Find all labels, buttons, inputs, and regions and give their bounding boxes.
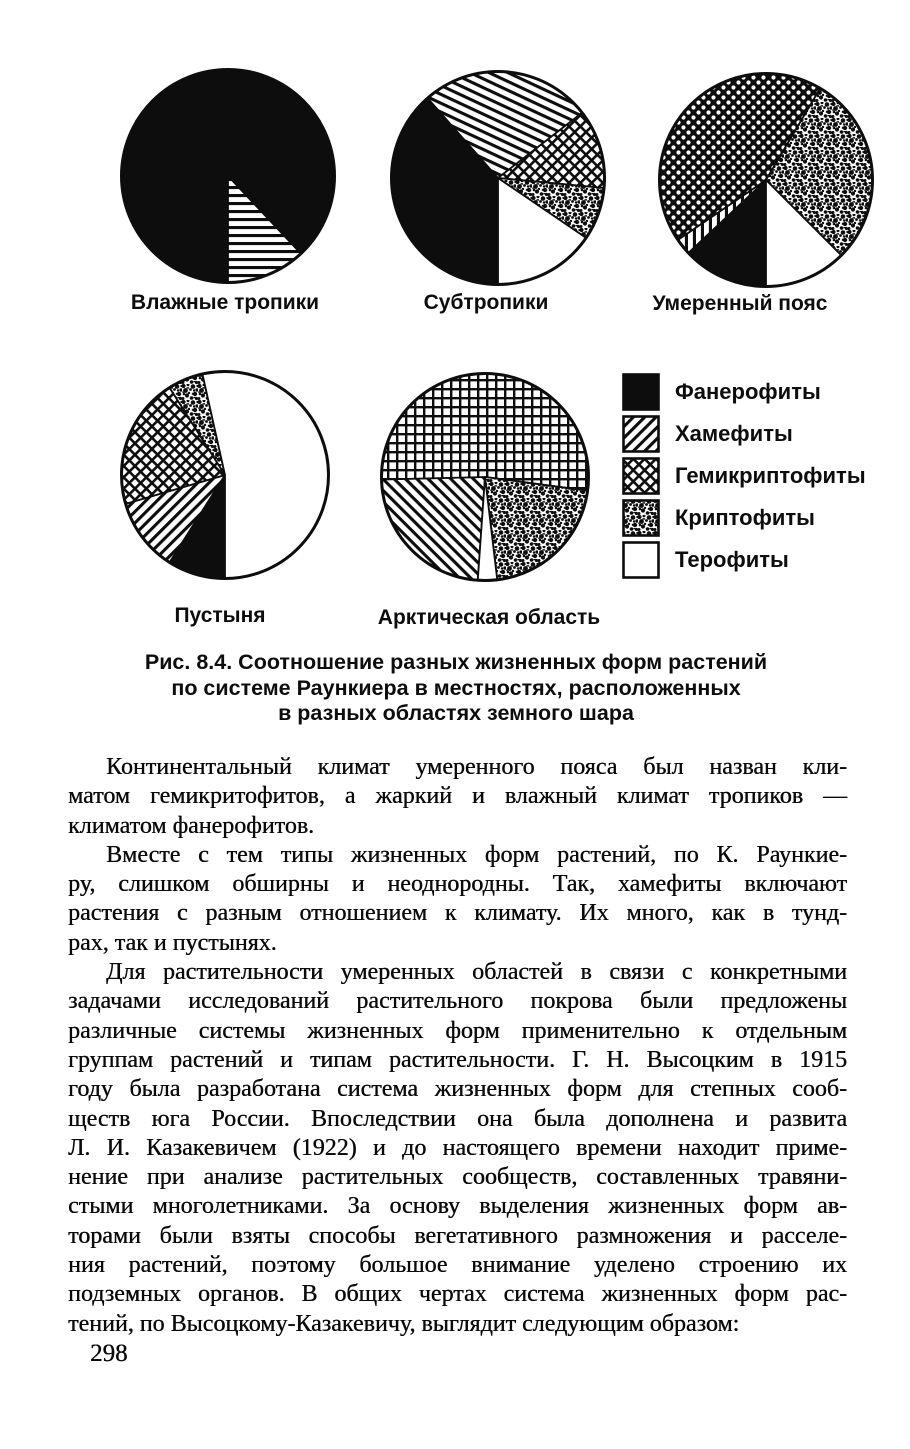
legend-swatch-cross-icon <box>622 457 660 495</box>
text-line: ру, слишком обширны и неоднородны. Так, хамефиты включают <box>68 871 847 898</box>
pie-label-temperate-zone: Умеренный пояс <box>652 292 828 315</box>
text-line: Для растительности умеренных областей в связи с конкретными <box>106 959 847 986</box>
pie-svg <box>118 368 332 582</box>
text-line: ществ юга России. Впоследствии она была дополнена и развита <box>68 1105 847 1132</box>
pie-label-humid-tropics: Влажные тропики <box>130 291 320 314</box>
legend-item <box>622 416 866 452</box>
legend-item <box>622 458 866 494</box>
text-line: нение при анализе растительных сообществ, составленных травяни- <box>68 1164 847 1191</box>
caption-line: по системе Раункиера в местностях, расположенных <box>171 675 741 700</box>
pie-chart-humid-tropics <box>118 66 338 286</box>
pie-svg <box>656 70 876 290</box>
pie-chart-arctic-region <box>378 370 592 584</box>
legend-swatch-white-icon <box>622 541 660 579</box>
paragraph <box>68 753 847 841</box>
text-line: тений, по Высоцкому-Казакевичу, выглядит следующим образом: <box>68 1310 740 1337</box>
paragraph <box>68 958 847 1339</box>
pie-svg <box>118 66 338 286</box>
pie-svg <box>378 370 592 584</box>
pie-svg <box>388 68 608 288</box>
text-line: матом гемикритофитов, а жаркий и влажный климат тропиков — <box>68 783 847 810</box>
pie-slice <box>382 373 589 490</box>
text-line: Л. И. Казакевичем (1922) и до настоящего времени находит приме- <box>68 1134 847 1161</box>
legend-swatch-diag-icon <box>622 415 660 453</box>
text-line: Континентальный климат умеренного пояса был назван кли- <box>106 754 847 780</box>
legend-swatch-speckle-icon <box>622 499 660 537</box>
pie-slice <box>382 477 485 580</box>
figure-legend <box>622 374 866 584</box>
text-line: рах, так и пустынях. <box>68 929 277 956</box>
text-line: климатом фанерофитов. <box>68 812 315 839</box>
text-line: Вместе с тем типы жизненных форм растений, по К. Раункие- <box>106 841 847 868</box>
text-line: торами были взяты способы вегетативного размножения и расселе- <box>68 1222 847 1249</box>
legend-item-label: Фанерофиты <box>675 379 821 404</box>
legend-swatch-solid-icon <box>622 373 660 411</box>
legend-item-label: Терофиты <box>675 547 789 572</box>
text-line: подземных органов. В общих чертах система жизненных форм рас- <box>68 1281 847 1308</box>
paragraph <box>68 841 847 958</box>
legend-item-label: Гемикриптофиты <box>675 463 866 488</box>
pie-chart-subtropics <box>388 68 608 288</box>
legend-item <box>622 542 866 578</box>
text-line: году была разработана система жизненных форм для степных сооб- <box>68 1076 847 1103</box>
body-text <box>68 753 847 1339</box>
text-line: растения с разным отношением к климату. Их много, как в тунд- <box>68 900 847 927</box>
legend-item <box>622 374 866 410</box>
legend-item <box>622 500 866 536</box>
pie-slice <box>485 477 588 580</box>
text-line: группам растений и типам растительности. Г. Н. Высоцким в 1915 <box>68 1046 847 1073</box>
text-line: ния растений, поэтому большое внимание уделено строению их <box>68 1252 847 1279</box>
pie-chart-temperate-zone <box>656 70 876 290</box>
text-line: задачами исследований растительного покрова были предложены <box>68 988 847 1015</box>
text-line: различные системы жизненных форм применительно к отдельным <box>68 1017 847 1044</box>
pie-label-subtropics: Субтропики <box>423 291 549 314</box>
legend-item-label: Криптофиты <box>675 505 815 530</box>
pie-label-desert: Пустыня <box>174 604 266 627</box>
pie-chart-desert <box>118 368 332 582</box>
caption-line: Рис. 8.4. Соотношение разных жизненных форм растений <box>144 650 768 674</box>
text-line: стыми многолетниками. За основу выделения жизненных форм ав- <box>68 1193 847 1220</box>
legend-item-label: Хамефиты <box>675 421 793 446</box>
figure-caption <box>66 650 846 727</box>
caption-line: в разных областях земного шара <box>278 701 634 725</box>
pie-label-arctic-region: Арктическая область <box>377 606 601 629</box>
page-number: 298 <box>90 1340 128 1367</box>
